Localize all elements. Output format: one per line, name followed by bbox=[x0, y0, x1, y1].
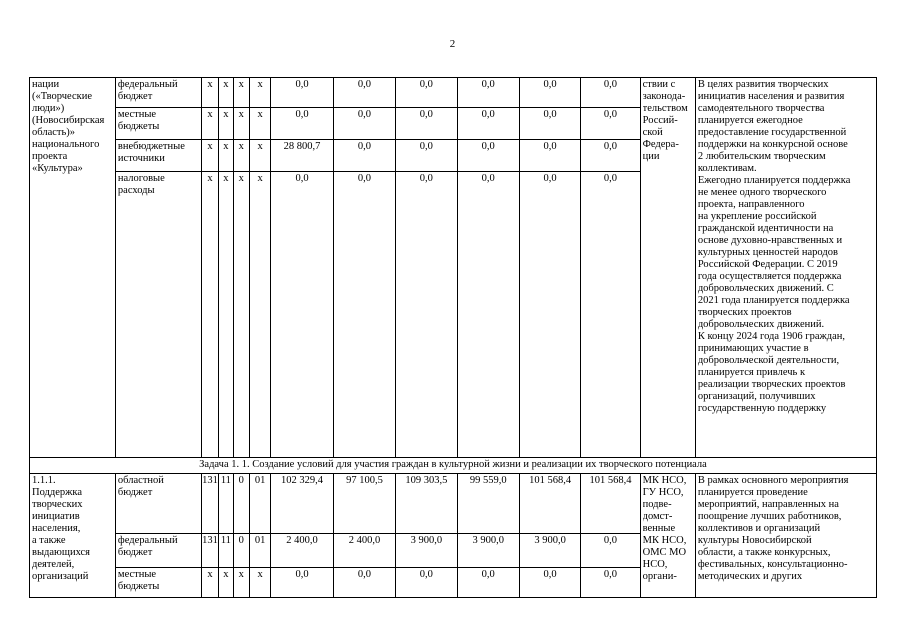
value-cell: 0,0 bbox=[581, 172, 640, 458]
code-cell: 11 bbox=[219, 474, 233, 534]
value-cell: 101 568,4 bbox=[581, 474, 640, 534]
value-cell: 0,0 bbox=[333, 140, 395, 172]
value-cell: 109 303,5 bbox=[396, 474, 457, 534]
funding-source: местные бюджеты bbox=[115, 567, 201, 597]
value-cell: 28 800,7 bbox=[271, 140, 333, 172]
value-cell: 0,0 bbox=[271, 172, 333, 458]
funding-source: внебюджетные источники bbox=[115, 140, 201, 172]
value-cell: 0,0 bbox=[519, 567, 580, 597]
code-cell: x bbox=[219, 172, 233, 458]
code-cell: x bbox=[219, 108, 233, 140]
code-cell: x bbox=[201, 108, 218, 140]
value-cell: 0,0 bbox=[581, 140, 640, 172]
value-cell: 0,0 bbox=[396, 78, 457, 108]
code-cell: x bbox=[219, 78, 233, 108]
funding-source: федеральный бюджет bbox=[115, 78, 201, 108]
value-cell: 0,0 bbox=[271, 567, 333, 597]
value-cell: 2 400,0 bbox=[333, 534, 395, 567]
value-cell: 0,0 bbox=[519, 108, 580, 140]
code-cell: x bbox=[201, 172, 218, 458]
value-cell: 3 900,0 bbox=[457, 534, 519, 567]
code-cell: x bbox=[233, 172, 249, 458]
executor-cell: МК НСО, ГУ НСО, подве- домст- венные МК НСО, ОМС МО НСО, органи- bbox=[640, 474, 695, 598]
code-cell: x bbox=[219, 567, 233, 597]
value-cell: 0,0 bbox=[457, 172, 519, 458]
code-cell: 0 bbox=[233, 534, 249, 567]
code-cell: x bbox=[201, 78, 218, 108]
value-cell: 0,0 bbox=[519, 172, 580, 458]
code-cell: x bbox=[201, 567, 218, 597]
value-cell: 0,0 bbox=[581, 567, 640, 597]
code-cell: x bbox=[201, 140, 218, 172]
value-cell: 101 568,4 bbox=[519, 474, 580, 534]
value-cell: 0,0 bbox=[457, 108, 519, 140]
value-cell: 0,0 bbox=[581, 534, 640, 567]
code-cell: 0 bbox=[233, 474, 249, 534]
code-cell: x bbox=[233, 140, 249, 172]
table-row bbox=[30, 474, 877, 534]
measure-name-cell: нации («Творческие люди») (Новосибирская область)» национального проекта «Культура» bbox=[30, 78, 116, 458]
task-heading-row bbox=[30, 458, 877, 474]
code-cell: 131 bbox=[201, 534, 218, 567]
value-cell: 0,0 bbox=[333, 172, 395, 458]
code-cell: 11 bbox=[219, 534, 233, 567]
result-cell: В целях развития творческих инициатив населения и развития самодеятельного творчества планируется ежегодное предоставление государственной поддержки на конкурсной основе 2 любительским творческим коллективам. Ежегодно планируется поддержка не менее одного творческого проекта, направленного на укрепление российской гражданской идентичности на основе духовно-нравственных и культурных ценностей народов Российской Федерации. С 2019 года осуществляется поддержка добровольческих движений. С 2021 года планируется поддержка творческих проектов добровольческих движений. К концу 2024 года 1906 граждан, принимающих участие в добровольческой деятельности, планируется привлечь к реализации творческих проектов организаций, получивших государственную поддержку bbox=[695, 78, 876, 458]
code-cell: x bbox=[219, 140, 233, 172]
value-cell: 102 329,4 bbox=[271, 474, 333, 534]
value-cell: 0,0 bbox=[271, 78, 333, 108]
value-cell: 0,0 bbox=[396, 567, 457, 597]
value-cell: 0,0 bbox=[396, 108, 457, 140]
value-cell: 0,0 bbox=[396, 172, 457, 458]
code-cell: x bbox=[249, 78, 270, 108]
value-cell: 0,0 bbox=[581, 108, 640, 140]
value-cell: 0,0 bbox=[457, 567, 519, 597]
value-cell: 0,0 bbox=[457, 78, 519, 108]
code-cell: 131 bbox=[201, 474, 218, 534]
page-number: 2 bbox=[449, 38, 456, 50]
code-cell: x bbox=[249, 172, 270, 458]
code-cell: x bbox=[249, 140, 270, 172]
value-cell: 0,0 bbox=[271, 108, 333, 140]
task-heading: Задача 1. 1. Создание условий для участия граждан в культурной жизни и реализации их творческого потенциала bbox=[30, 458, 877, 474]
funding-source: местные бюджеты bbox=[115, 108, 201, 140]
executor-cell: ствии с законода- тельством Россий- ской Федера- ции bbox=[640, 78, 695, 458]
funding-source: налоговые расходы bbox=[115, 172, 201, 458]
result-cell: В рамках основного мероприятия планируется проведение мероприятий, направленных на поощрение лучших работников, коллективов и организаций культуры Новосибирской области, а также конкурсных, фестивальных, консультационно- методических и других bbox=[695, 474, 876, 598]
table-row bbox=[30, 78, 877, 108]
code-cell: x bbox=[233, 78, 249, 108]
code-cell: 01 bbox=[249, 534, 270, 567]
value-cell: 2 400,0 bbox=[271, 534, 333, 567]
measure-name-cell: 1.1.1. Поддержка творческих инициатив населения, а также выдающихся деятелей, организаций bbox=[30, 474, 116, 598]
value-cell: 97 100,5 bbox=[333, 474, 395, 534]
value-cell: 0,0 bbox=[519, 78, 580, 108]
value-cell: 3 900,0 bbox=[396, 534, 457, 567]
value-cell: 0,0 bbox=[333, 567, 395, 597]
code-cell: x bbox=[249, 567, 270, 597]
value-cell: 0,0 bbox=[333, 108, 395, 140]
value-cell: 0,0 bbox=[581, 78, 640, 108]
value-cell: 3 900,0 bbox=[519, 534, 580, 567]
value-cell: 0,0 bbox=[396, 140, 457, 172]
value-cell: 0,0 bbox=[519, 140, 580, 172]
funding-source: федеральный бюджет bbox=[115, 534, 201, 567]
code-cell: x bbox=[233, 108, 249, 140]
code-cell: x bbox=[233, 567, 249, 597]
code-cell: 01 bbox=[249, 474, 270, 534]
value-cell: 0,0 bbox=[333, 78, 395, 108]
funding-source: областной бюджет bbox=[115, 474, 201, 534]
value-cell: 99 559,0 bbox=[457, 474, 519, 534]
program-table bbox=[29, 77, 877, 598]
value-cell: 0,0 bbox=[457, 140, 519, 172]
code-cell: x bbox=[249, 108, 270, 140]
